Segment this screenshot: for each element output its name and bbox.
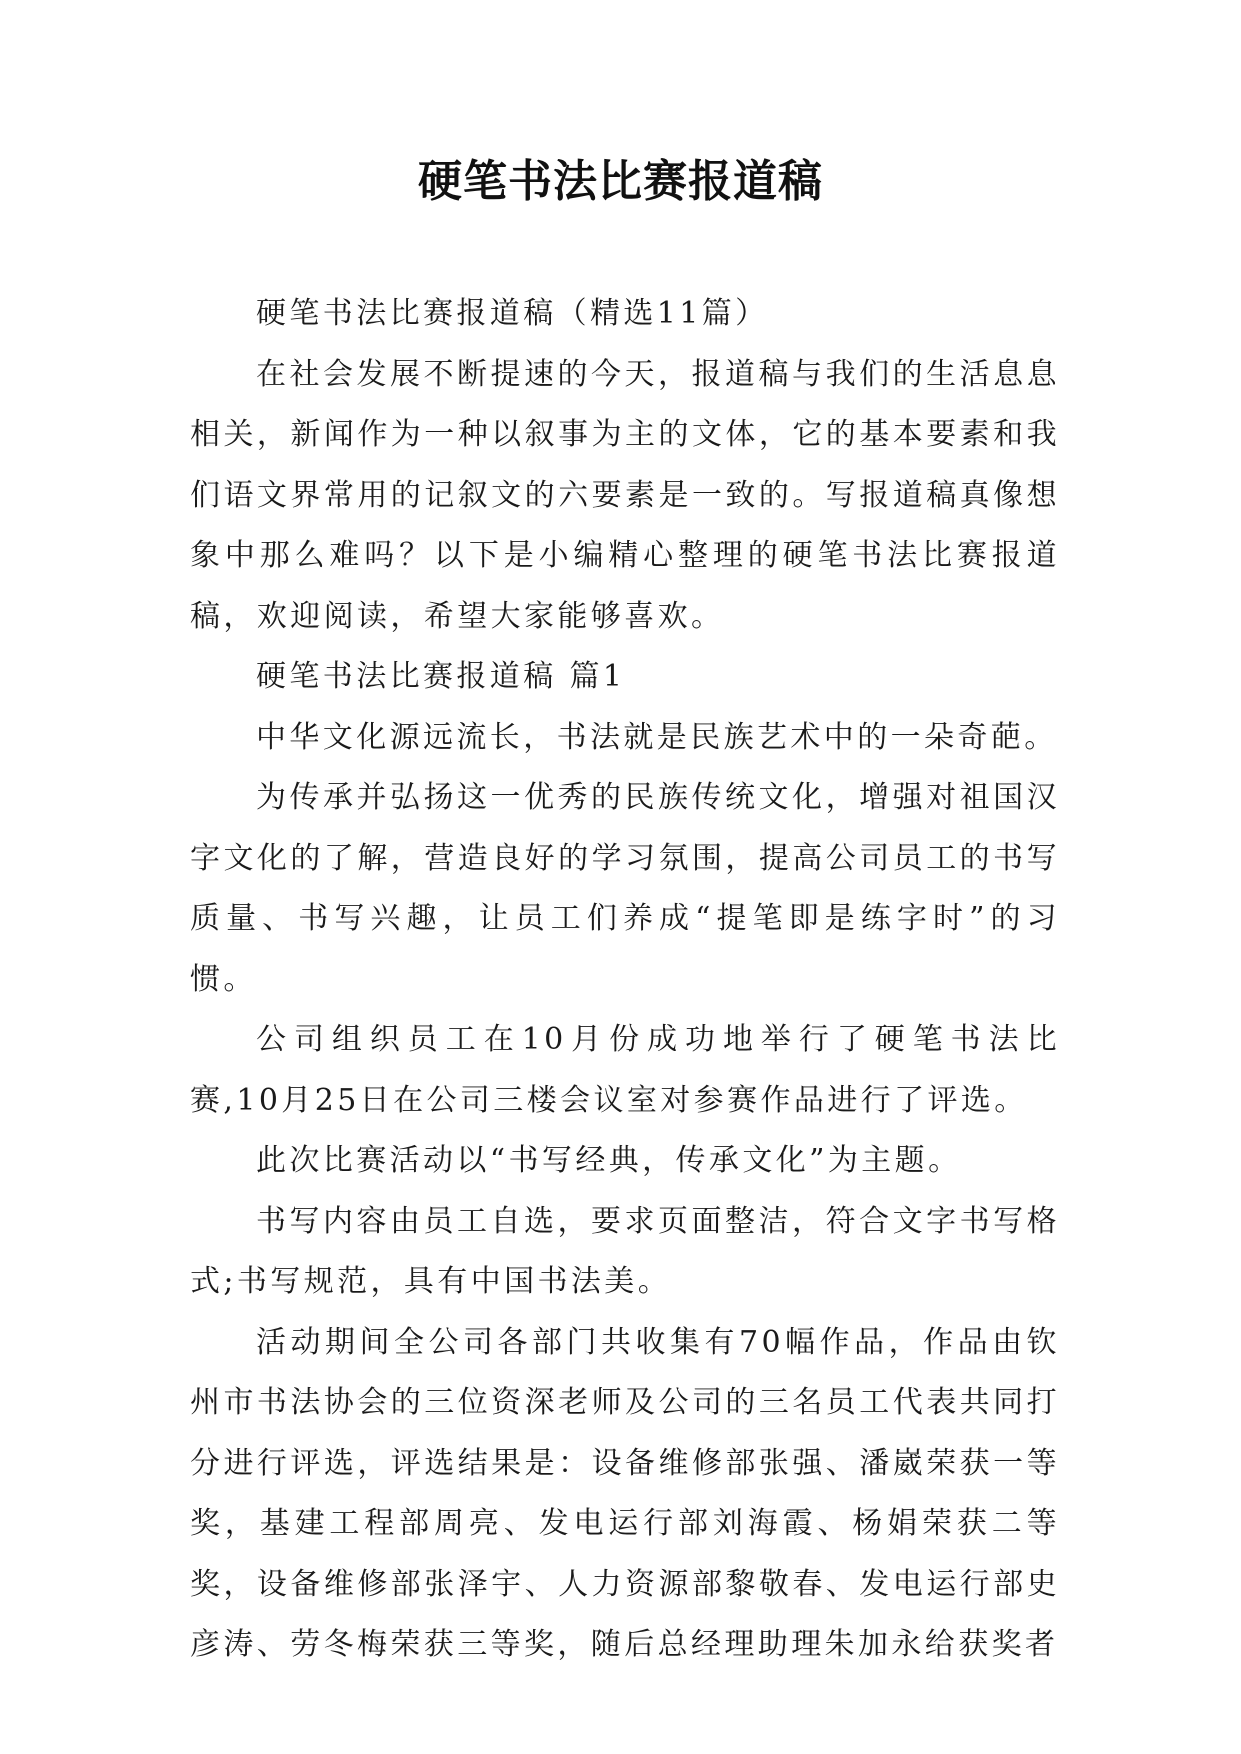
document-body (190, 284, 1060, 1676)
body-paragraph: 书写内容由员工自选，要求页面整洁，符合文字书写格式;书写规范，具有中国书法美。 (190, 1203, 1060, 1299)
section-heading: 硬笔书法比赛报道稿 篇1 (256, 659, 626, 694)
body-paragraph: 此次比赛活动以“书写经典，传承文化”为主题。 (256, 1143, 962, 1178)
body-paragraph: 公司组织员工在10月份成功地举行了硬笔书法比赛,10月25日在公司三楼会议室对参赛作品进行了评选。 (190, 1022, 1060, 1118)
body-paragraph: 中华文化源远流长，书法就是民族艺术中的一朵奇葩。 (256, 719, 1058, 755)
document-title: 硬笔书法比赛报道稿 (418, 156, 823, 207)
body-paragraph: 活动期间全公司各部门共收集有70幅作品，作品由钦州市书法协会的三位资深老师及公司的三名员工代表共同打分进行评选，评选结果是：设备维修部张强、潘崴荣获一等奖，基建工程部周亮、发电运行部刘海霞、杨娟荣获二等奖，设备维修部张泽宇、人力资源部黎敬春、发电运行部史彦涛、劳冬梅荣获三等奖，随后总经理助理朱加永给获奖者 (190, 1324, 1060, 1662)
subtitle-paragraph: 硬笔书法比赛报道稿（精选11篇） (256, 296, 769, 331)
body-paragraph: 为传承并弘扬这一优秀的民族传统文化，增强对祖国汉字文化的了解，营造良好的学习氛围，提高公司员工的书写质量、书写兴趣，让员工们养成“提笔即是练字时”的习惯。 (190, 780, 1060, 997)
intro-paragraph: 在社会发展不断提速的今天，报道稿与我们的生活息息相关，新闻作为一种以叙事为主的文体，它的基本要素和我们语文界常用的记叙文的六要素是一致的。写报道稿真像想象中那么难吗？以下是小编精心整理的硬笔书法比赛报道稿，欢迎阅读，希望大家能够喜欢。 (190, 356, 1060, 634)
